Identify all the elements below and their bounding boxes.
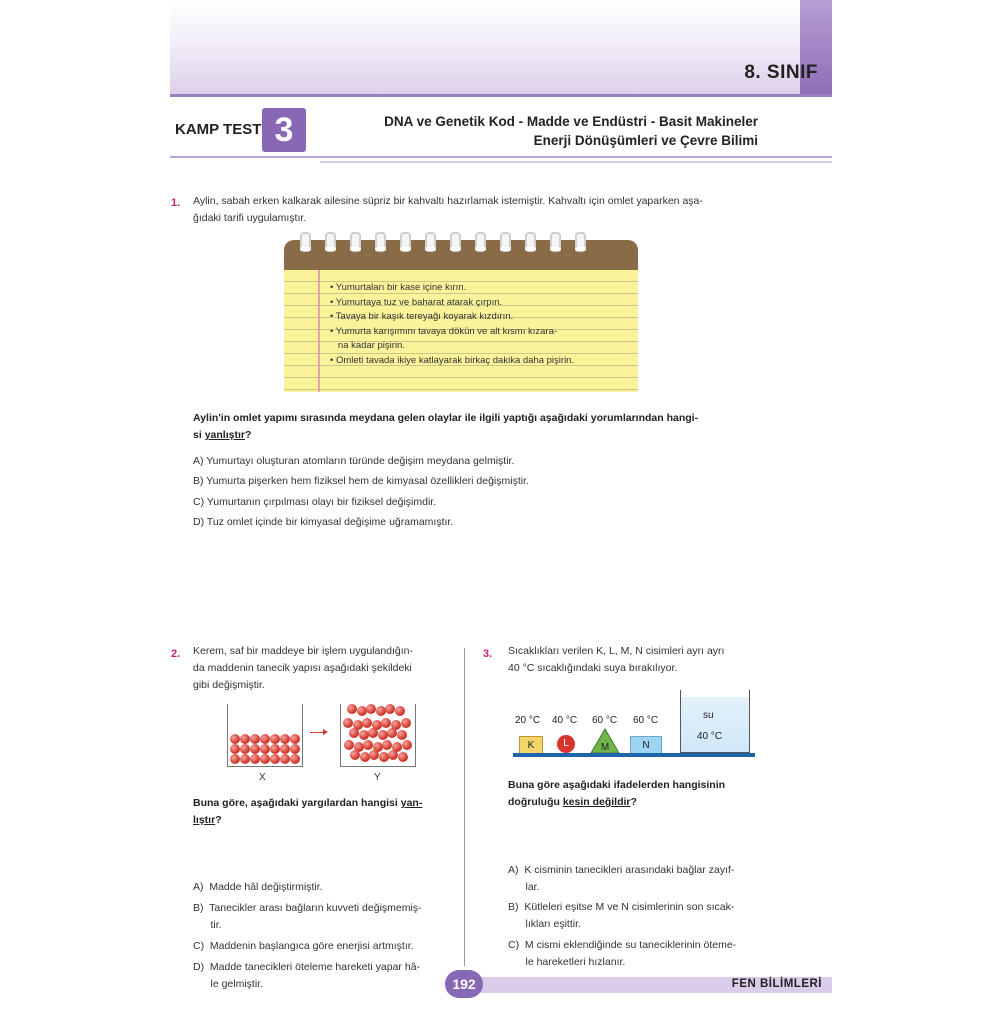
q2-option-a[interactable]: A) Madde hâl değiştirmiştir. [193, 881, 323, 893]
recipe-step: • Tavaya bir kaşık tereyağı koyarak kızdırın. [330, 311, 514, 323]
q3-option-b[interactable]: B) Kütleleri eşitse M ve N cisimlerinin son sıcak- lıkları eşittir. [508, 901, 735, 930]
q2-question-line-2: lıştır? [193, 814, 222, 826]
object-l: L [557, 735, 575, 753]
notepad-ring [300, 232, 311, 252]
particle [290, 754, 300, 764]
q3-option-c[interactable]: C) M cismi eklendiğinde su taneciklerinin öteme- le hareketleri hızlanır. [508, 939, 737, 968]
particle [349, 728, 359, 738]
particle [347, 704, 357, 714]
particle [381, 718, 391, 728]
particle [260, 744, 270, 754]
notepad-margin-line [318, 270, 320, 392]
particle [240, 744, 250, 754]
q3-intro-line: Sıcaklıkları verilen K, L, M, N cisimleri ayrı ayrı [508, 645, 725, 657]
q1-number: 1. [171, 197, 181, 209]
notepad-ring [575, 232, 586, 252]
particle [368, 728, 378, 738]
q1-option-b[interactable]: B) Yumurta pişerken hem fiziksel hem de kimyasal özellikleri değişmiştir. [193, 475, 529, 487]
q1-intro [193, 193, 773, 227]
particle [230, 744, 240, 754]
q1-intro-line-1: Aylin, sabah erken kalkarak ailesine süpriz bir kahvaltı hazırlamak istemiştir. Kahvaltı için omlet yaparken aşa- [193, 195, 703, 207]
grade-label: 8. SINIF [744, 62, 818, 83]
particle [230, 734, 240, 744]
beaker-y [340, 704, 416, 767]
recipe-list [330, 281, 630, 369]
q3-option-d[interactable] [508, 941, 768, 1009]
particle [366, 704, 376, 714]
particle [378, 730, 388, 740]
q1-option-a[interactable]: A) Yumurtayı oluşturan atomların türünde değişim meydana gelmiştir. [193, 455, 515, 467]
recipe-step: na kadar pişirin. [330, 340, 405, 352]
particle [250, 734, 260, 744]
object-m [590, 728, 620, 754]
q2-intro-line: gibi değişmiştir. [193, 679, 265, 691]
test-number-badge: 3 [262, 108, 306, 152]
particle [230, 754, 240, 764]
particle [350, 750, 360, 760]
subject-label: FEN BİLİMLERİ [731, 978, 822, 990]
particle [250, 744, 260, 754]
object-n: N [630, 736, 662, 755]
particle [376, 706, 386, 716]
water-tank [680, 690, 750, 753]
q2-option-c[interactable]: C) Maddenin başlangıca göre enerjisi artmıştır. [193, 940, 414, 952]
q1-question [193, 410, 773, 444]
temp-n: 60 °C [633, 715, 659, 726]
q1-intro-line-2: ğıdaki tarifi uygulamıştır. [193, 212, 307, 224]
particle [379, 752, 389, 762]
q3-question [508, 777, 768, 811]
notepad-ring [325, 232, 336, 252]
water-temp: 40 °C [697, 731, 723, 742]
particle [363, 740, 373, 750]
q2-emphasis: lıştır [193, 814, 216, 826]
notepad-ring [500, 232, 511, 252]
particle [385, 704, 395, 714]
q1-option-c[interactable]: C) Yumurtanın çırpılması olayı bir fiziksel değişimdir. [193, 496, 437, 508]
particle [387, 728, 397, 738]
particle [270, 754, 280, 764]
particle [250, 754, 260, 764]
topics-line-2: Enerji Dönüşümleri ve Çevre Bilimi [533, 133, 758, 148]
q2-option-b[interactable]: B) Tanecikler arası bağların kuvveti değişmemiş- tir. [193, 902, 422, 931]
page-number: 192 [445, 970, 483, 998]
topics-line-1: DNA ve Genetik Kod - Madde ve Endüstri - Basit Makineler [384, 114, 758, 129]
q3-emphasis: kesin değildir [562, 796, 631, 808]
particle [260, 734, 270, 744]
particle [280, 744, 290, 754]
header-rule [170, 156, 832, 158]
particle [398, 752, 408, 762]
header-divider [170, 94, 832, 97]
notepad-ring [525, 232, 536, 252]
q1-question-line-2: si yanlıştır? [193, 429, 252, 441]
header-rule-secondary [320, 161, 832, 163]
object-k: K [519, 736, 543, 755]
particle [290, 734, 300, 744]
header-band [170, 0, 832, 94]
notepad-ring [375, 232, 386, 252]
particle [402, 740, 412, 750]
label-y: Y [374, 772, 381, 783]
q3-intro-line: 40 °C sıcaklığındaki suya bırakılıyor. [508, 662, 678, 674]
particle [343, 718, 353, 728]
particle [401, 718, 411, 728]
q3-intro [508, 643, 768, 677]
q2-option-d[interactable]: D) Madde tanecikleri öteleme hareketi yapar hâ- le gelmiştir. [193, 961, 421, 990]
particle [290, 744, 300, 754]
particle [280, 734, 290, 744]
beaker-x [227, 704, 303, 767]
notepad-ring [425, 232, 436, 252]
q2-intro [193, 643, 463, 694]
label-x: X [259, 772, 266, 783]
notepad-ring [475, 232, 486, 252]
water-label: su [703, 710, 714, 721]
object-m-label: M [600, 742, 610, 753]
temp-m: 60 °C [592, 715, 618, 726]
particle [344, 740, 354, 750]
q1-question-line-1: Aylin'in omlet yapımı sırasında meydana gelen olaylar ile ilgili yaptığı aşağıdaki yorumlarından hangi- [193, 412, 699, 424]
particle [382, 740, 392, 750]
particle [260, 754, 270, 764]
particle [240, 754, 250, 764]
temp-k: 20 °C [515, 715, 541, 726]
q1-option-d[interactable]: D) Tuz omlet içinde bir kimyasal değişime uğramamıştır. [193, 516, 454, 528]
notepad-ring [400, 232, 411, 252]
particle [270, 744, 280, 754]
topics-heading [384, 112, 758, 150]
test-label: KAMP TEST [175, 121, 262, 138]
q2-number: 2. [171, 648, 181, 660]
q2-question-line-1: Buna göre, aşağıdaki yargılardan hangisi yan- [193, 797, 423, 809]
q2-intro-line: da maddenin tanecik yapısı aşağıdaki şekildeki [193, 662, 412, 674]
q3-number: 3. [483, 648, 493, 660]
recipe-step: • Omleti tavada ikiye katlayarak birkaç dakika daha pişirin. [330, 354, 575, 366]
particle [240, 734, 250, 744]
particle [359, 730, 369, 740]
particle [270, 734, 280, 744]
q3-question-line-2: doğruluğu kesin değildir? [508, 796, 637, 808]
particle [395, 706, 405, 716]
q3-question-line-1: Buna göre aşağıdaki ifadelerden hangisinin [508, 779, 726, 791]
particle [369, 750, 379, 760]
recipe-step: • Yumurtaları bir kase içine kırın. [330, 282, 467, 293]
q3-option-a[interactable]: A) K cisminin tanecikleri arasındaki bağlar zayıf- lar. [508, 864, 735, 893]
particle [362, 718, 372, 728]
table-surface [513, 753, 755, 757]
notepad-ring [350, 232, 361, 252]
particle [397, 730, 407, 740]
recipe-step: • Yumurta karışımını tavaya dökün ve alt kısmı kızara- [330, 325, 558, 337]
temp-l: 40 °C [552, 715, 578, 726]
notepad-ring [450, 232, 461, 252]
particle [360, 752, 370, 762]
particle [357, 706, 367, 716]
particle [280, 754, 290, 764]
q2-intro-line: Kerem, saf bir maddeye bir işlem uygulandığın- [193, 645, 414, 657]
q1-emphasis: yanlıştır [204, 429, 245, 441]
particle [388, 750, 398, 760]
notepad-ring [550, 232, 561, 252]
change-arrow [310, 732, 324, 733]
column-divider [464, 648, 465, 966]
q2-question [193, 795, 463, 829]
recipe-step: • Yumurtaya tuz ve baharat atarak çırpın. [330, 296, 503, 308]
